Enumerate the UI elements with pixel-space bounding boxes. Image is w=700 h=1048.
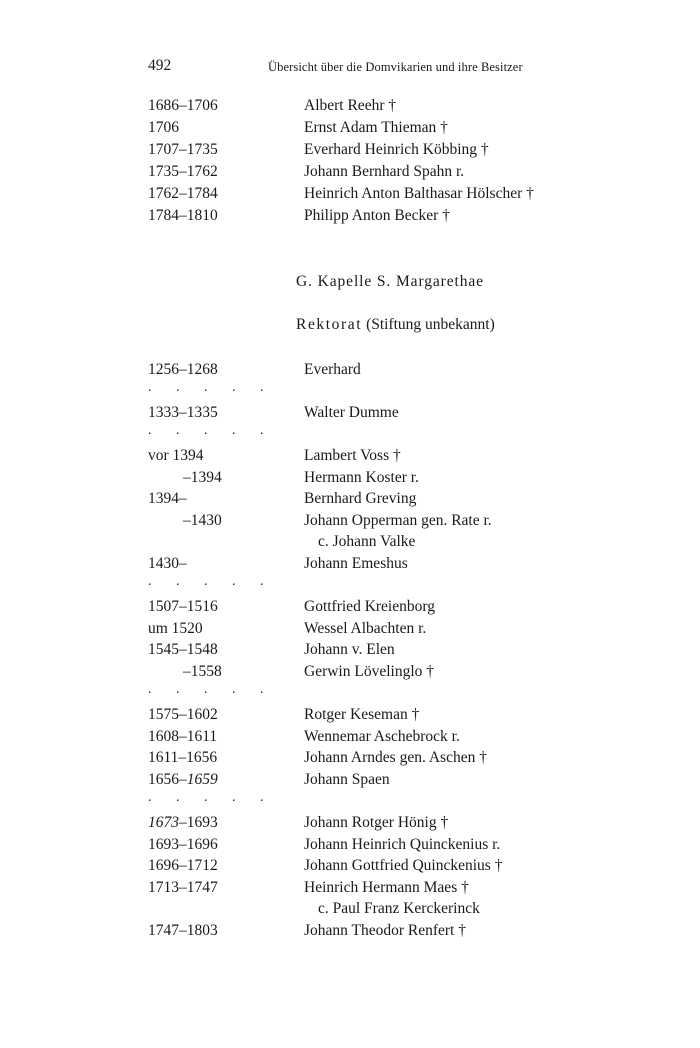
entry-date: 1747–1803 <box>148 922 218 939</box>
list-item <box>0 920 700 942</box>
entry-date: 1762–1784 <box>148 185 218 202</box>
entry-name: Heinrich Anton Balthasar Hölscher † <box>304 185 534 202</box>
list-item <box>0 467 700 489</box>
list-item <box>0 704 700 726</box>
subtitle-spaced: Rektorat <box>296 316 363 333</box>
entry-name: Heinrich Hermann Maes † <box>304 879 469 896</box>
list-item <box>0 95 700 117</box>
section-subtitle <box>296 316 495 334</box>
entry-date-start: 1673 <box>148 814 179 831</box>
entry-name: Johann Gottfried Quinckenius † <box>304 857 503 874</box>
entry-date: 1611–1656 <box>148 749 218 766</box>
entry-name: Johann Spaen <box>304 771 390 788</box>
list-item <box>0 747 700 769</box>
gap-dots: . . . . . <box>148 574 274 589</box>
list-item <box>0 726 700 748</box>
gap-dots: . . . . . <box>148 790 274 805</box>
entry-name: Hermann Koster r. <box>304 469 419 486</box>
entry-name: Walter Dumme <box>304 404 399 421</box>
list-item <box>0 618 700 640</box>
list-item <box>0 488 700 510</box>
page-number: 492 <box>148 57 172 74</box>
list-item <box>0 510 700 532</box>
list-item <box>0 205 700 227</box>
entry-sub-name: c. Paul Franz Kerckerinck <box>318 900 480 917</box>
list-item <box>0 445 700 467</box>
list-item <box>0 139 700 161</box>
gap-dots: . . . . . <box>148 423 274 438</box>
entry-date: –1558 <box>183 663 222 680</box>
entry-name: Wennemar Aschebrock r. <box>304 728 460 745</box>
entry-date: 1608–1611 <box>148 728 218 745</box>
entry-name: Johann Arndes gen. Aschen † <box>304 749 487 766</box>
entry-date: 1545–1548 <box>148 641 218 658</box>
section-title-text: G. Kapelle S. Margarethae <box>296 273 484 290</box>
entry-date <box>148 769 218 791</box>
entry-name: Gottfried Kreienborg <box>304 598 435 615</box>
entry-date: 1507–1516 <box>148 598 218 615</box>
list-item <box>0 117 700 139</box>
entry-name: Johann Bernhard Spahn r. <box>304 163 465 180</box>
subtitle-rest: (Stiftung unbekannt) <box>362 316 495 333</box>
entry-date: vor 1394 <box>148 447 204 464</box>
list-item <box>0 596 700 618</box>
entry-name: Philipp Anton Becker † <box>304 207 450 224</box>
entry-date: –1394 <box>183 469 222 486</box>
entry-name: Johann Theodor Renfert † <box>304 922 466 939</box>
section-title <box>296 273 484 291</box>
entry-name: Johann Emeshus <box>304 555 408 572</box>
list-item <box>0 661 700 683</box>
entry-date: 1575–1602 <box>148 706 218 723</box>
entry-date: 1693–1696 <box>148 836 218 853</box>
entry-name: Bernhard Greving <box>304 490 417 507</box>
entry-name: Johann Opperman gen. Rate r. <box>304 512 492 529</box>
list-item <box>0 855 700 877</box>
entry-date: 1713–1747 <box>148 879 218 896</box>
entry-date: 1394– <box>148 490 187 507</box>
entry-date: 1696–1712 <box>148 857 218 874</box>
entry-name: Rotger Keseman † <box>304 706 420 723</box>
list-item <box>0 877 700 899</box>
list-item <box>0 834 700 856</box>
gap-dots: . . . . . <box>148 380 274 395</box>
entry-date: 1430– <box>148 555 187 572</box>
entry-sub-name: c. Johann Valke <box>318 533 416 550</box>
entry-date: 1735–1762 <box>148 163 218 180</box>
entry-date: 1706 <box>148 119 179 136</box>
entry-name: Gerwin Lövelinglo † <box>304 663 435 680</box>
entry-date: um 1520 <box>148 620 203 637</box>
list-item <box>0 639 700 661</box>
entry-date-end: 1659 <box>186 771 218 788</box>
entry-name: Wessel Albachten r. <box>304 620 427 637</box>
entry-name: Lambert Voss † <box>304 447 401 464</box>
list-item <box>0 359 700 381</box>
entry-date: 1784–1810 <box>148 207 218 224</box>
entry-date: 1686–1706 <box>148 97 218 114</box>
list-item <box>0 183 700 205</box>
list-item <box>0 161 700 183</box>
entry-name: Albert Reehr † <box>304 97 397 114</box>
list-item <box>0 402 700 424</box>
entry-name: Ernst Adam Thieman † <box>304 119 448 136</box>
entry-name: Everhard <box>304 361 361 378</box>
list-item-continuation <box>0 898 700 920</box>
entry-name: Johann Rotger Hönig † <box>304 814 449 831</box>
entry-date: 1333–1335 <box>148 404 218 421</box>
list-item <box>0 553 700 575</box>
entry-date-end: –1693 <box>179 814 218 831</box>
list-item <box>0 769 700 791</box>
entry-date <box>148 812 218 834</box>
entry-date: 1256–1268 <box>148 361 218 378</box>
entry-date: 1707–1735 <box>148 141 218 158</box>
entry-name: Everhard Heinrich Köbbing † <box>304 141 489 158</box>
entry-date: –1430 <box>183 512 222 529</box>
entry-name: Johann v. Elen <box>304 641 395 658</box>
running-title: Übersicht über die Domvikarien und ihre Besitzer <box>268 60 523 74</box>
entry-name: Johann Heinrich Quinckenius r. <box>304 836 501 853</box>
list-item <box>0 812 700 834</box>
list-item-continuation <box>0 531 700 553</box>
entry-date-start: 1656– <box>148 771 187 788</box>
gap-dots: . . . . . <box>148 682 274 697</box>
